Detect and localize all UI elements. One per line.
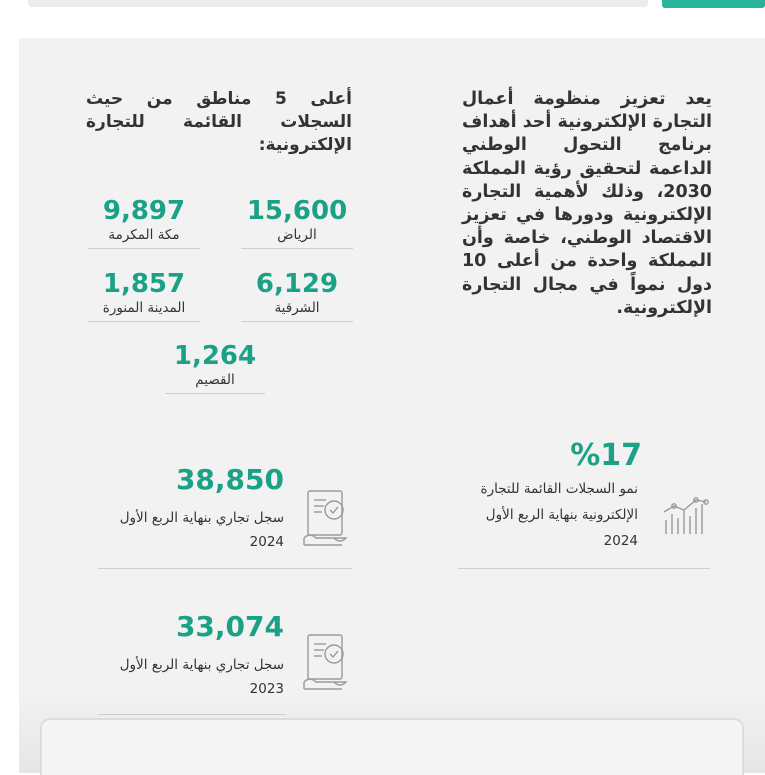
records-2024-value: 38,850 [175, 463, 284, 496]
records-2024-divider [98, 568, 352, 569]
region-label: الرياض [241, 226, 353, 249]
region-label: القصيم [165, 371, 265, 394]
region-label: المدينة المنورة [88, 299, 200, 322]
region-stat-riyadh [241, 196, 353, 249]
top-search-button[interactable] [662, 0, 765, 8]
region-stat-makkah [88, 196, 200, 249]
region-value: 15,600 [246, 196, 348, 226]
certificate-icon [302, 632, 350, 692]
region-value: 6,129 [255, 269, 339, 299]
region-stat-eastern [241, 269, 353, 322]
growth-divider [458, 568, 710, 569]
records-2023-divider [98, 714, 286, 715]
region-label: الشرقية [241, 299, 353, 322]
region-value: 1,264 [173, 341, 257, 371]
records-2024-label: سجل تجاري بنهاية الربع الأول 2024 [119, 510, 284, 550]
intro-paragraph: يعد تعزيز منظومة أعمال التجارة الإلكترونية أحد أهداف برنامج التحول الوطني الداعمة لتحقيق رؤية المملكة 2030، وذلك لأهمية التجارة الإلكترونية ودورها في تعزيز الاقتصاد الوطني، خاصة وأن المملكة واحدة من أعلى 10 دول نمواً في مجال التجارة الإلكترونية. [462, 89, 712, 318]
region-value: 1,857 [102, 269, 186, 299]
growth-chart-icon [660, 496, 712, 536]
laptop-illustration [40, 718, 744, 775]
top-regions-title: أعلى 5 مناطق من حيث السجلات القائمة للتجارة الإلكترونية: [86, 89, 353, 155]
growth-label: نمو السجلات القائمة للتجارة الإلكترونية بنهاية الربع الأول 2024 [480, 481, 638, 549]
certificate-icon [302, 488, 350, 548]
top-search-bar [28, 0, 648, 7]
region-stat-madinah [88, 269, 200, 322]
growth-percent: %17 [570, 438, 642, 473]
records-2023-label: سجل تجاري بنهاية الربع الأول 2023 [119, 657, 284, 697]
region-label: مكة المكرمة [88, 226, 200, 249]
records-2023-value: 33,074 [175, 610, 284, 643]
region-value: 9,897 [102, 196, 186, 226]
region-stat-qassim [165, 341, 265, 394]
